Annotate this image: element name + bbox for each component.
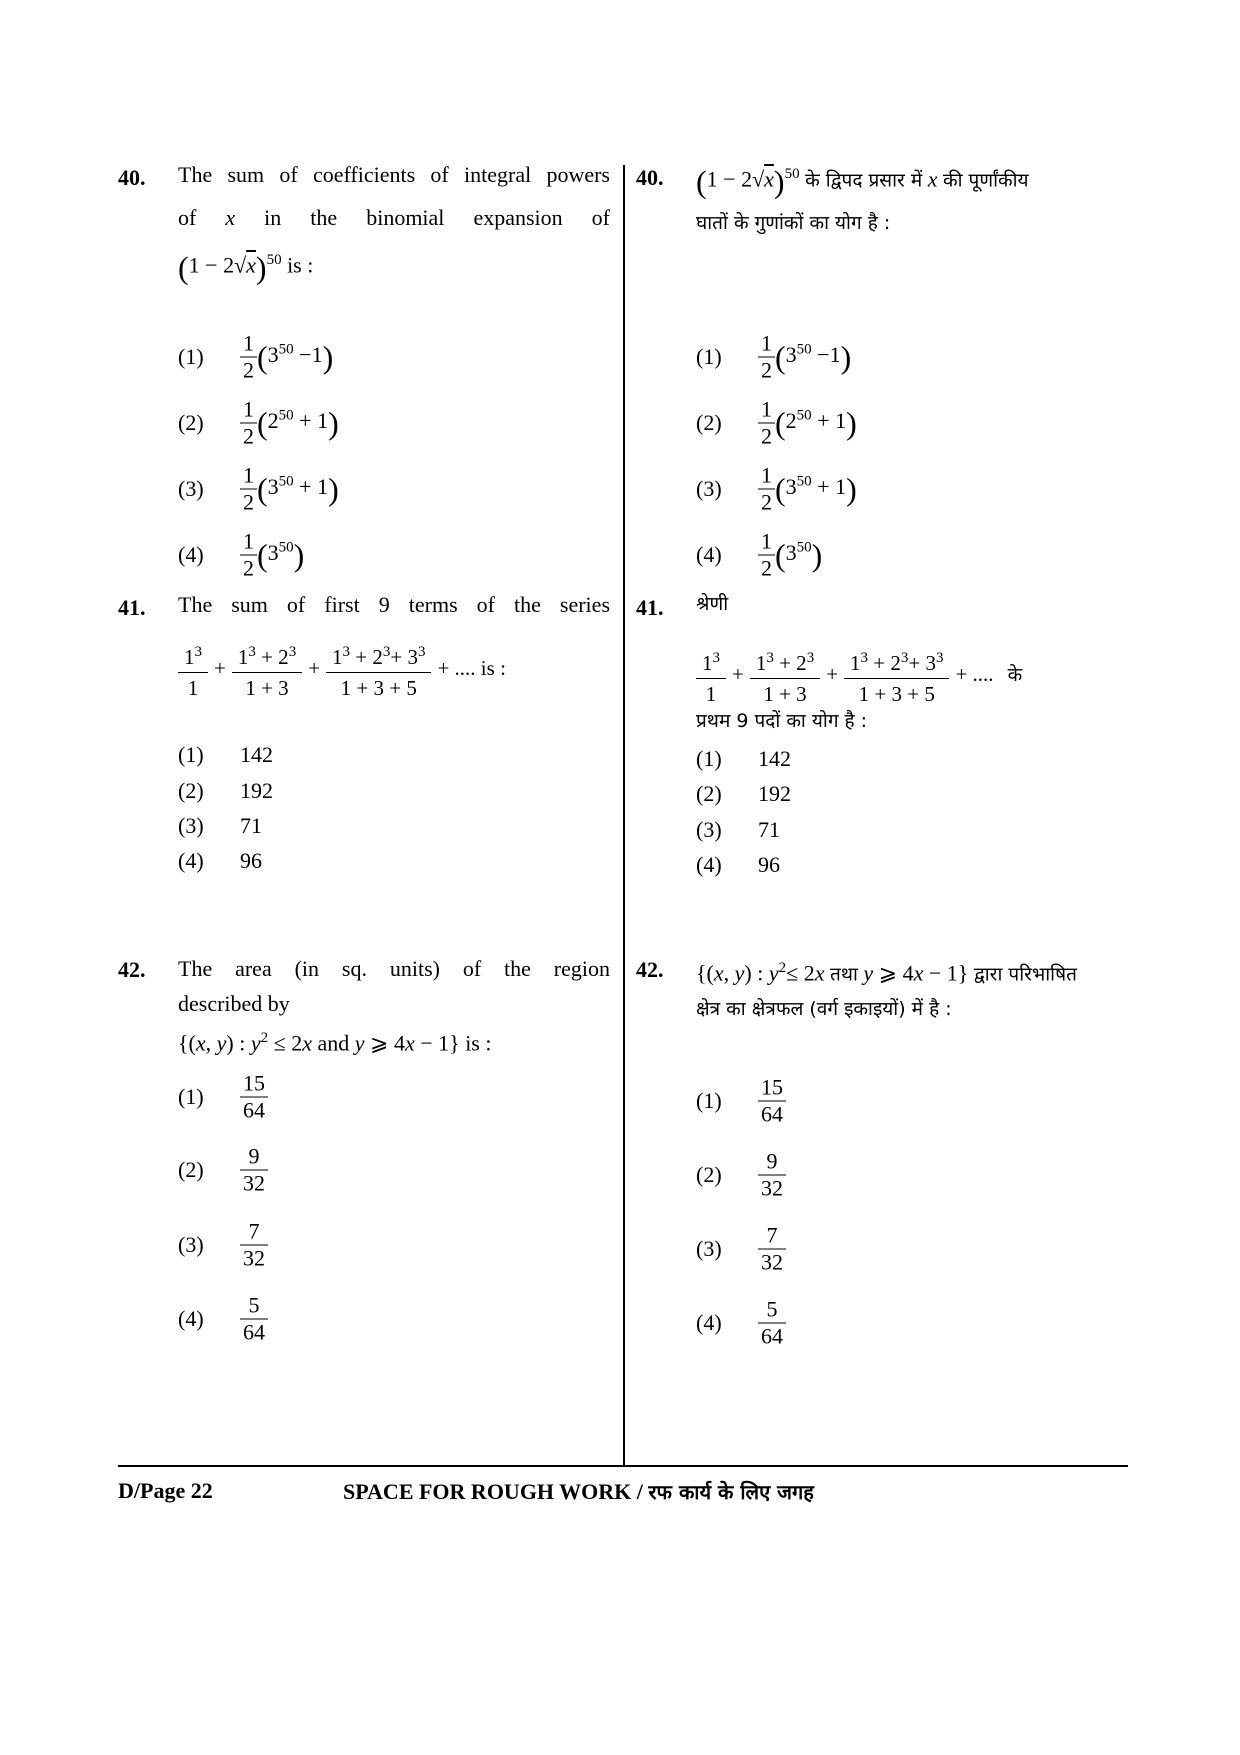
option-value: $\frac{1}{2}$ $(3^{50} + 1)$ [758, 463, 857, 516]
option-value: $\frac{1}{2}$ $(3^{50} + 1)$ [240, 463, 339, 516]
column-divider [623, 165, 625, 1465]
question-number: 40. [636, 165, 664, 190]
question-text: श्रेणी [696, 593, 729, 615]
option-4[interactable]: (4) $\frac{5}{64}$ [178, 1289, 598, 1349]
option-2[interactable]: (2) 192 [178, 778, 273, 803]
option-4[interactable]: (4) $\frac{1}{2}$ $(3^{50})$ [178, 528, 305, 581]
option-value: $\frac{1}{2}$ $(2^{50} + 1)$ [758, 397, 857, 450]
option-4[interactable]: (4) $\frac{5}{64}$ [696, 1293, 1116, 1353]
option-value: $\frac{1}{2}$ $(2^{50} + 1)$ [240, 397, 339, 450]
question-text-continued: प्रथम 9 पदों का योग है : [696, 710, 868, 732]
option-value: $\frac{9}{32}$ [240, 1144, 268, 1197]
option-1[interactable]: (1) 142 [178, 742, 273, 767]
option-1[interactable]: (1) $\frac{1}{2}$ $(3^{50} -1)$ [178, 330, 334, 383]
option-2[interactable]: (2) $\frac{9}{32}$ [696, 1145, 1116, 1205]
question-number: 40. [118, 165, 146, 190]
option-3[interactable]: (3) 71 [178, 813, 262, 838]
option-2[interactable]: (2) $\frac{9}{32}$ [178, 1140, 598, 1200]
option-value: $\frac{15}{64}$ [240, 1071, 268, 1124]
question-text: The area (in sq. units) of the region described by {(x, y) : $y^2 \le 2x$ and y ⩾ 4x − 1} is : [178, 956, 610, 1056]
option-3[interactable]: (3) 71 [696, 817, 780, 842]
option-1[interactable]: (1) $\frac{15}{64}$ [178, 1067, 598, 1127]
option-1[interactable]: (1) $\frac{15}{64}$ [696, 1071, 1116, 1131]
footer-divider [118, 1465, 1128, 1467]
option-3[interactable]: (3) $\frac{7}{32}$ [696, 1219, 1116, 1279]
page-number: D/Page 22 [118, 1478, 213, 1503]
option-value: $\frac{1}{2}$ $(3^{50})$ [240, 529, 304, 582]
option-value: $\frac{5}{64}$ [758, 1297, 786, 1350]
option-value: $\frac{1}{2}$ $(3^{50} -1)$ [758, 331, 851, 384]
option-3[interactable]: (3) $\frac{7}{32}$ [178, 1215, 598, 1275]
option-value: $\frac{15}{64}$ [758, 1075, 786, 1128]
option-3[interactable]: (3) $\frac{1}{2}$ $(3^{50} + 1)$ [178, 462, 339, 515]
option-value: $\frac{9}{32}$ [758, 1149, 786, 1202]
question-number: 42. [636, 957, 664, 982]
question-number: 41. [636, 595, 664, 620]
option-value: $\frac{1}{2}$ $(3^{50})$ [758, 529, 822, 582]
option-value: $\frac{1}{2}$ $(3^{50} -1)$ [240, 331, 333, 384]
option-1[interactable]: (1) $\frac{1}{2}$ $(3^{50} -1)$ [696, 330, 852, 383]
option-3[interactable]: (3) $\frac{1}{2}$ $(3^{50} + 1)$ [696, 462, 857, 515]
option-2[interactable]: (2) 192 [696, 781, 791, 806]
question-text: The sum of coefficients of integral powers of x in the binomial expansion of $(1 - 2√x)^{50}$ is : [178, 162, 611, 286]
option-2[interactable]: (2) $\frac{1}{2}$ $(2^{50} + 1)$ [696, 396, 857, 449]
rough-work-label: SPACE FOR ROUGH WORK / रफ कार्य के लिए जगह [343, 1479, 814, 1504]
option-4[interactable]: (4) $\frac{1}{2}$ $(3^{50})$ [696, 528, 823, 581]
option-4[interactable]: (4) 96 [178, 848, 262, 873]
option-1[interactable]: (1) 142 [696, 746, 791, 771]
question-text: The sum of first 9 terms of the series [178, 592, 610, 617]
option-2[interactable]: (2) $\frac{1}{2}$ $(2^{50} + 1)$ [178, 396, 339, 449]
option-4[interactable]: (4) 96 [696, 852, 780, 877]
series-expression: $\frac{1^3}{1}$ + $\frac{1^3 + 2^3}{1 + 3}$ + $\frac{1^3 + 2^3+ 3^3}{1 + 3 + 5}$ + .... के [696, 643, 1022, 709]
option-value: $\frac{7}{32}$ [758, 1223, 786, 1276]
option-value: $\frac{5}{64}$ [240, 1293, 268, 1346]
question-text: {(x, y) : $y^2\le 2x$ तथा y ⩾ 4x − 1} द्वारा परिभाषित क्षेत्र का क्षेत्रफल (वर्ग इकाइयों) में है : [696, 960, 1077, 1021]
question-number: 42. [118, 957, 146, 982]
question-text: $(1 - 2√x)^{50}$ के द्विपद प्रसार में x की पूर्णांकीय घातों के गुणांकों का योग है : [696, 163, 1029, 235]
expression-binomial: ( [178, 249, 189, 286]
question-number: 41. [118, 595, 146, 620]
option-value: $\frac{7}{32}$ [240, 1219, 268, 1272]
series-expression: $\frac{1^3}{1}$ + $\frac{1^3 + 2^3}{1 + 3}$ + $\frac{1^3 + 2^3+ 3^3}{1 + 3 + 5}$ + .... is : [178, 637, 512, 703]
